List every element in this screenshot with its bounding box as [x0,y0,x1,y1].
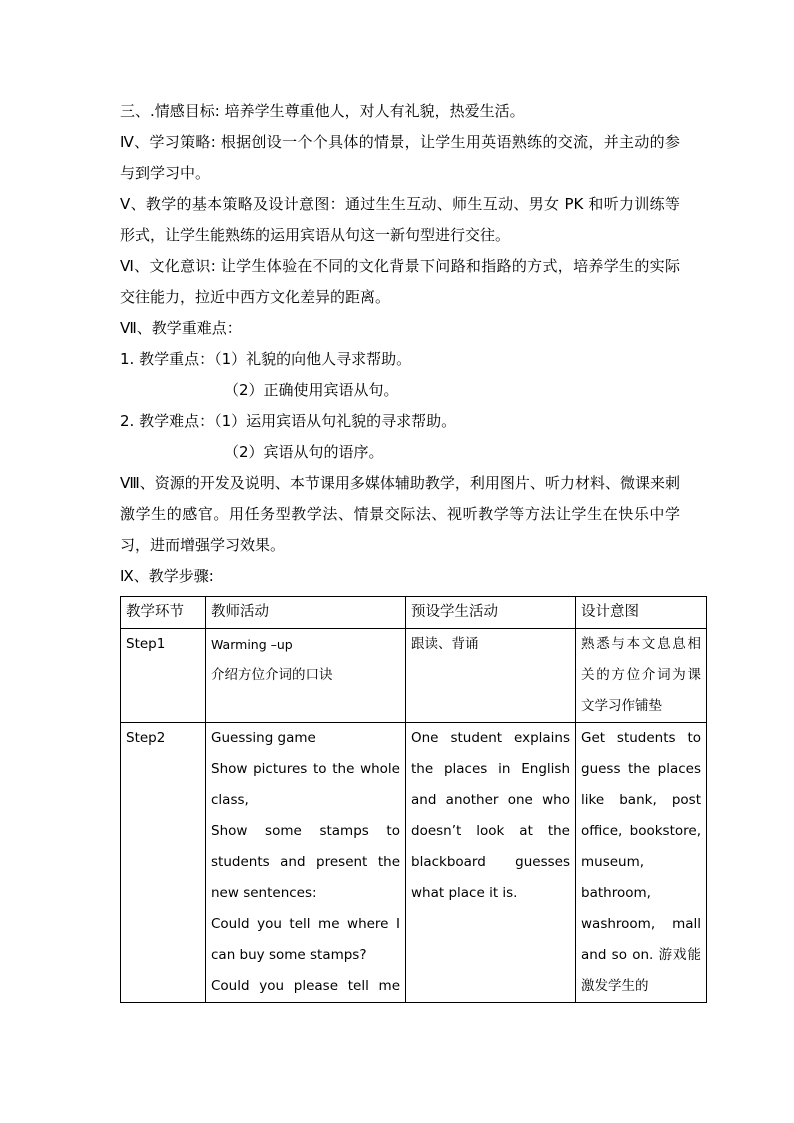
teacher-line: Warming –up [211,637,293,652]
paragraph-steps-heading: Ⅸ、教学步骤: [120,567,214,585]
cell-student-activity: One student explains the places in English and another one who doesn’t look at the blackboard guesses what place it is. [406,723,576,1003]
table-row [121,629,707,723]
cell-step: Step1 [121,629,206,723]
cell-step: Step2 [121,723,206,1003]
paragraph-learning-strategy: Ⅳ、学习策略: 根据创设一个个具体的情景，让学生用英语熟练的交流，并主动的参与到学习中。 [120,133,680,182]
paragraph-key-points-heading: Ⅶ、教学重难点： [120,319,242,337]
paragraph-emotional-goal: 三、.情感目标: 培养学生尊重他人，对人有礼貌，热爱生活。 [120,102,525,120]
paragraph-difficulty-1: 2. 教学难点：（1）运用宾语从句礼貌的寻求帮助。 [120,412,457,430]
paragraph-difficulty-2: （2）宾语从句的语序。 [224,443,384,461]
paragraph-resources: Ⅷ、资源的开发及说明、本节课用多媒体辅助教学，利用图片、听力材料、微课来刺激学生的感官。用任务型教学法、情景交际法、视听教学等方法让学生在快乐中学习，进而增强学习效果。 [120,474,680,554]
header-stage: 教学环节 [121,597,206,629]
teacher-line: 介绍方位介词的口诀 [211,667,333,683]
teacher-line: Could you please tell me [211,978,400,994]
teacher-line: Could you tell me where I can buy some stamps? [211,916,400,963]
paragraph-cultural-awareness: Ⅵ、文化意识: 让学生体验在不同的文化背景下问路和指路的方式，培养学生的实际交往能力，拉近中西方文化差异的距离。 [120,257,680,306]
cell-design-purpose: 熟悉与本文息息相关的方位介词为课文学习作铺垫 [576,629,707,723]
paragraph-key-point-2: （2）正确使用宾语从句。 [224,381,399,399]
teacher-line: Show some stamps to students and present the new sentences: [211,823,400,901]
header-design-purpose: 设计意图 [576,597,707,629]
paragraph-teaching-strategy: Ⅴ、教学的基本策略及设计意图：通过生生互动、师生互动、男女 PK 和听力训练等形式，让学生能熟练的运用宾语从句这一新句型进行交往。 [120,195,680,244]
cell-student-activity: 跟读、背诵 [406,629,576,723]
teacher-line: Show pictures to the whole class, [211,761,400,808]
header-teacher-activity: 教师活动 [206,597,406,629]
cell-teacher-activity [206,629,406,723]
cell-teacher-activity [206,723,406,1003]
paragraph-key-point-1: 1. 教学重点：（1）礼貌的向他人寻求帮助。 [120,350,412,368]
document-body [120,96,680,592]
header-student-activity: 预设学生活动 [406,597,576,629]
table-row [121,723,707,1003]
teacher-line: Guessing game [211,730,316,746]
cell-design-purpose: Get students to guess the places like bank, post office, bookstore, museum, bathroom, washroom, mall and so on. 游戏能激发学生的 [576,723,707,1003]
teaching-steps-table [120,596,707,1003]
table-header-row [121,597,707,629]
